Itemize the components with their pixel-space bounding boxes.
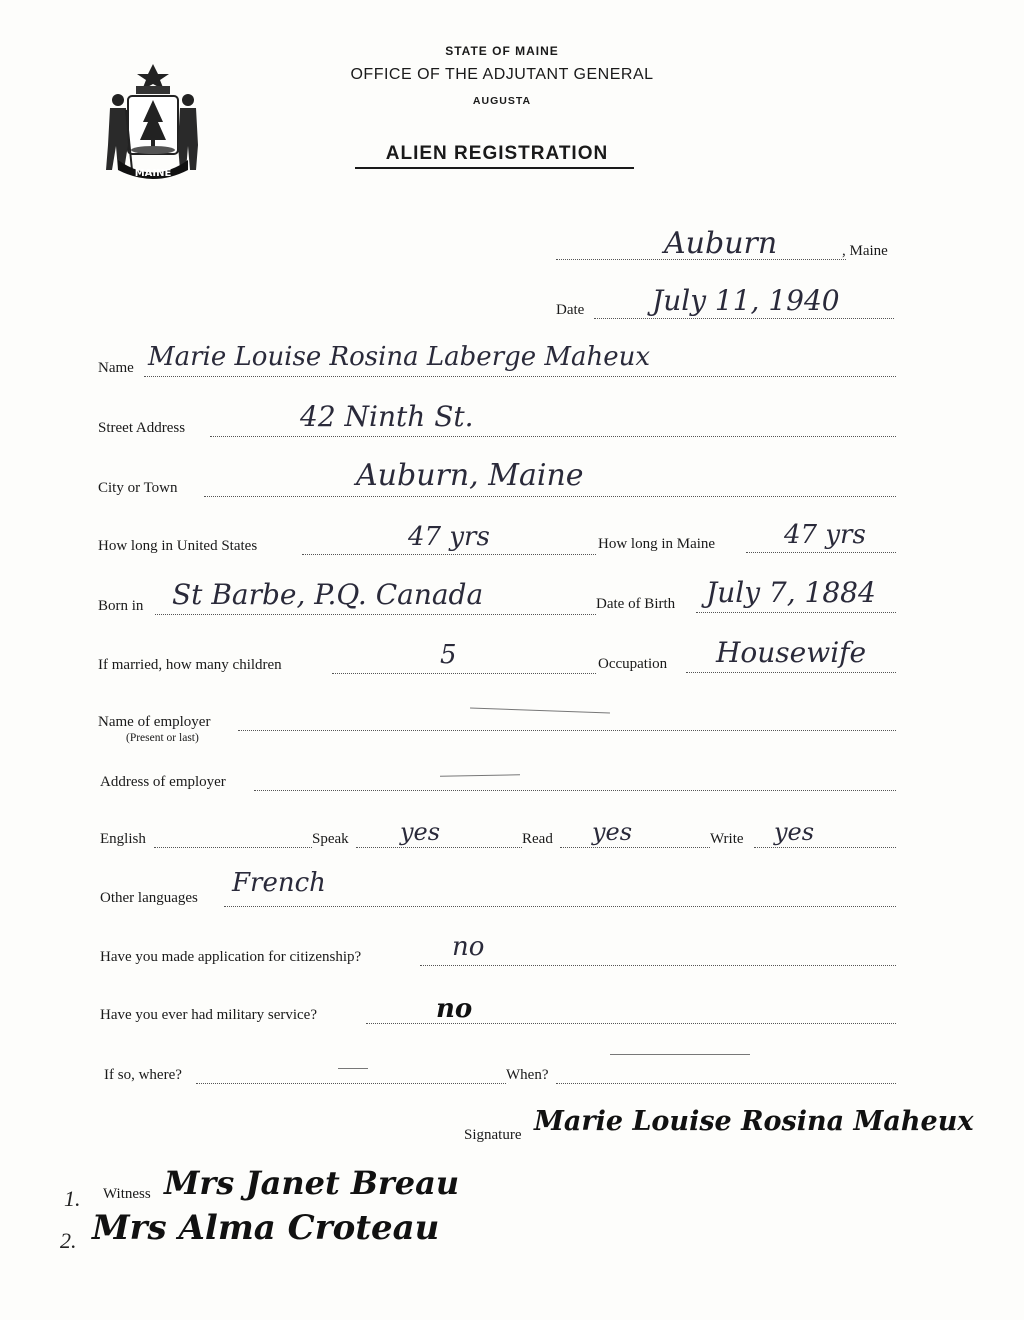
employer-sublabel: (Present or last) [126,732,199,744]
children-value[interactable]: 5 [440,640,457,670]
how-long-maine-value[interactable]: 47 yrs [784,520,866,550]
english-label: English [100,831,146,847]
children-label: If married, how many children [98,657,282,673]
write-value[interactable]: yes [774,818,815,846]
employer-dash [470,708,610,714]
born-in-label: Born in [98,598,144,614]
witness-2-number: 2. [60,1228,77,1253]
employer-address-dash [440,774,520,776]
form-title: ALIEN REGISTRATION [385,143,609,164]
employer-address-label: Address of employer [100,774,226,790]
military-label: Have you ever had military service? [100,1007,317,1023]
city-value[interactable]: Auburn, Maine [356,458,584,493]
title-underline [355,167,634,169]
witness-1-value[interactable]: Mrs Janet Breau [164,1164,460,1202]
how-long-us-label: How long in United States [98,538,258,554]
signature-label: Signature [464,1127,522,1143]
header-city: AUGUSTA [472,95,532,107]
dob-value[interactable]: July 7, 1884 [706,576,876,609]
witness-1-number: 1. [64,1186,81,1211]
date-value[interactable]: July 11, 1940 [652,284,840,317]
how-long-us-value[interactable]: 47 yrs [408,522,490,552]
svg-text:MAINE: MAINE [134,168,172,179]
signature-value[interactable]: Marie Louise Rosina Maheux [534,1106,974,1137]
read-label: Read [522,831,553,847]
dob-label: Date of Birth [596,596,676,612]
date-label: Date [556,302,585,318]
witness-2-value[interactable]: Mrs Alma Croteau [92,1208,440,1248]
employer-label: Name of employer [98,714,211,730]
read-value[interactable]: yes [592,818,633,846]
speak-value[interactable]: yes [400,818,441,846]
other-languages-label: Other languages [100,890,198,906]
citizenship-label: Have you made application for citizenship? [100,949,362,965]
occupation-value[interactable]: Housewife [716,636,867,669]
name-label: Name [98,360,134,376]
city-label: City or Town [98,480,178,496]
when-label: When? [506,1067,549,1083]
write-label: Write [710,831,744,847]
maine-state-seal-icon [98,60,208,185]
citizenship-value[interactable]: no [452,932,485,962]
witness-label: Witness [103,1186,151,1202]
born-in-value[interactable]: St Barbe, P.Q. Canada [172,578,484,611]
when-dash [610,1054,750,1055]
street-label: Street Address [98,420,186,436]
where-dash [338,1068,368,1069]
town-value[interactable]: Auburn [664,226,778,261]
speak-label: Speak [312,831,349,847]
name-value[interactable]: Marie Louise Rosina Laberge Maheux [148,342,651,372]
header-office: OFFICE OF THE ADJUTANT GENERAL [350,66,654,83]
header-state: STATE OF MAINE [445,44,559,58]
maine-label: , Maine [842,243,888,259]
how-long-maine-label: How long in Maine [598,536,716,552]
other-languages-value[interactable]: French [232,868,326,898]
military-value[interactable]: no [436,994,473,1024]
occupation-label: Occupation [598,656,668,672]
street-value[interactable]: 42 Ninth St. [300,400,474,433]
where-label: If so, where? [104,1067,182,1083]
